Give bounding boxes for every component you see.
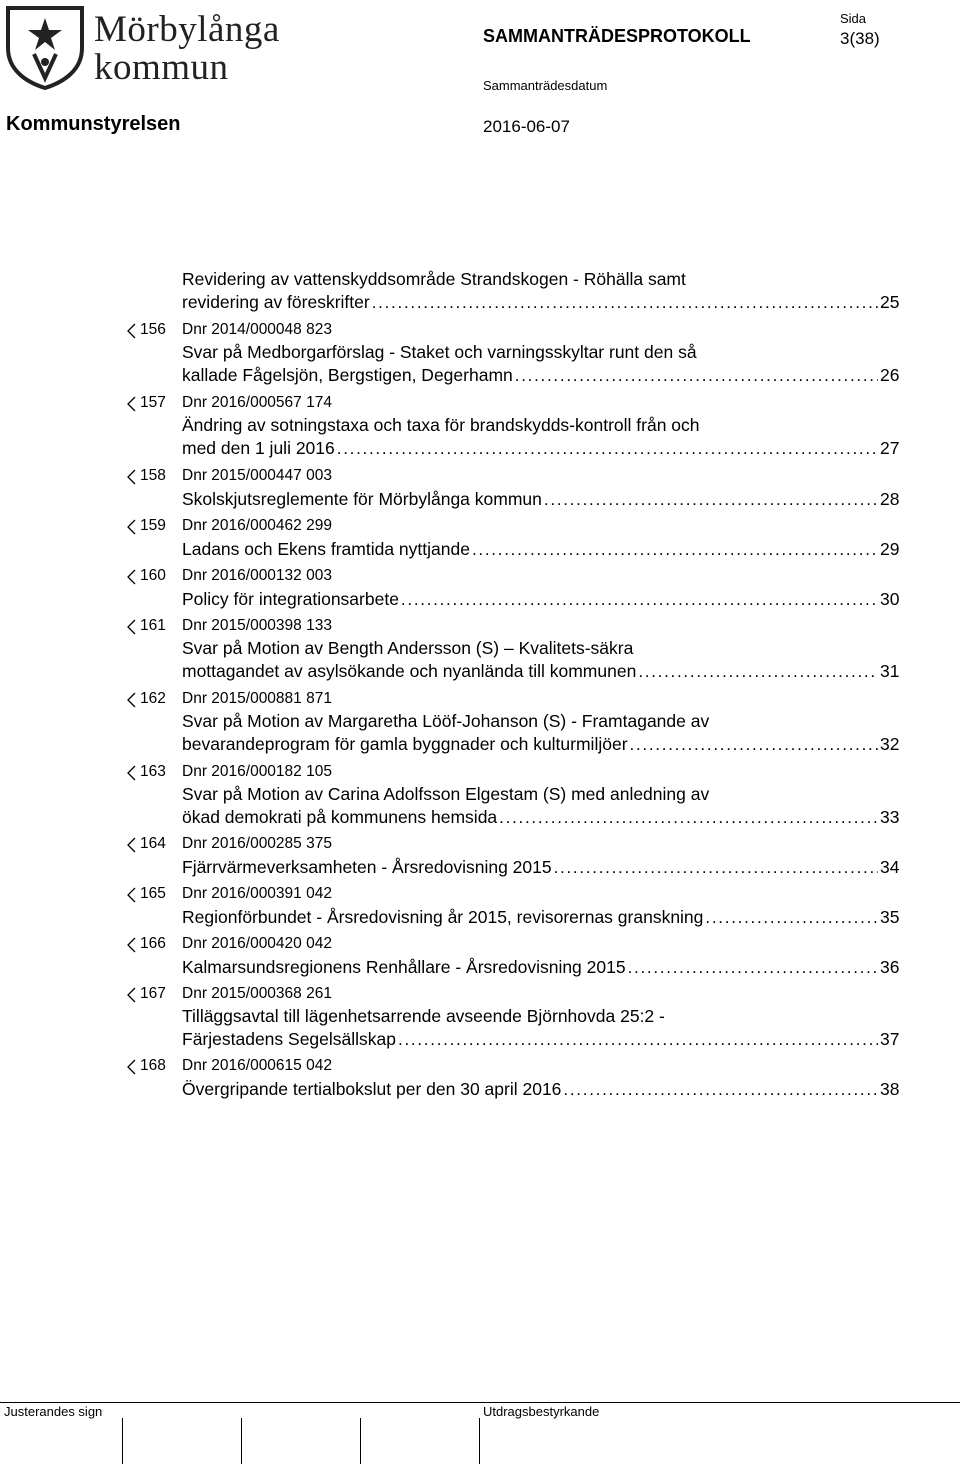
toc-item-entry[interactable]	[182, 733, 878, 756]
dot-leader	[372, 291, 878, 314]
toc-item-entry[interactable]	[182, 856, 878, 879]
logo-wordmark-line2: kommun	[94, 47, 229, 88]
toc-item-dnr: Dnr 2016/000567 174	[182, 394, 332, 411]
document-type: SAMMANTRÄDESPROTOKOLL	[483, 26, 751, 46]
toc-item-entry[interactable]	[182, 437, 878, 460]
toc-item-title-line1: Svar på Motion av Bength Andersson (S) – Kvalitets-säkra	[182, 638, 634, 658]
dot-leader	[705, 906, 878, 929]
toc-item-entry[interactable]	[182, 906, 878, 929]
toc-item-dnr: Dnr 2016/000182 105	[182, 763, 332, 780]
toc-item-title: Ladans och Ekens framtida nyttjande	[182, 539, 470, 559]
toc-item-entry[interactable]	[182, 1078, 878, 1101]
meeting-date: 2016-06-07	[483, 117, 570, 136]
meeting-date-label: Sammanträdesdatum	[483, 78, 608, 93]
signature-box-divider	[360, 1418, 361, 1464]
toc-item-dnr: Dnr 2015/000368 261	[182, 985, 332, 1002]
dot-leader	[544, 488, 878, 511]
toc-item-dnr: Dnr 2016/000391 042	[182, 885, 332, 902]
toc-item-entry[interactable]	[182, 488, 878, 511]
revision-mark-icon	[126, 569, 136, 585]
toc-page-number: 26	[880, 365, 900, 385]
toc-item-number: 164	[140, 835, 166, 852]
footer-divider	[0, 1402, 960, 1403]
toc-page-number: 38	[880, 1079, 900, 1099]
toc-item-number: 157	[140, 394, 166, 411]
toc-item-dnr: Dnr 2016/000420 042	[182, 935, 332, 952]
toc-item-number: 165	[140, 885, 166, 902]
toc-page-number: 32	[880, 734, 900, 754]
dot-leader	[337, 437, 878, 460]
toc-item-title-line1: Ändring av sotningstaxa och taxa för brandskydds-kontroll från och	[182, 415, 700, 435]
toc-item-number: 168	[140, 1057, 166, 1074]
dot-leader	[398, 1028, 878, 1051]
toc-item-entry[interactable]	[182, 364, 878, 387]
toc-item-title: Fjärrvärmeverksamheten - Årsredovisning 2015	[182, 857, 552, 877]
organization-name: Kommunstyrelsen	[6, 113, 181, 135]
toc-item-title: Kalmarsundsregionens Renhållare - Årsredovisning 2015	[182, 957, 626, 977]
revision-mark-icon	[126, 937, 136, 953]
toc-item-number: 156	[140, 321, 166, 338]
toc-item-number: 166	[140, 935, 166, 952]
toc-item-dnr: Dnr 2016/000462 299	[182, 517, 332, 534]
toc-page-number: 28	[880, 489, 900, 509]
toc-item-title: bevarandeprogram för gamla byggnader och kulturmiljöer	[182, 734, 628, 754]
dot-leader	[554, 856, 878, 879]
toc-line: Revidering av vattenskyddsområde Strandskogen - Röhälla samt	[182, 269, 686, 289]
toc-item-number: 163	[140, 763, 166, 780]
signature-label: Justerandes sign	[4, 1404, 103, 1419]
dot-leader	[472, 538, 878, 561]
revision-mark-icon	[126, 765, 136, 781]
revision-mark-icon	[126, 396, 136, 412]
revision-mark-icon	[126, 987, 136, 1003]
toc-item-title-line1: Svar på Motion av Carina Adolfsson Elgestam (S) med anledning av	[182, 784, 710, 804]
toc-item-entry[interactable]	[182, 588, 878, 611]
toc-page-number: 25	[880, 292, 900, 312]
toc-item-number: 160	[140, 567, 166, 584]
municipality-logo	[4, 4, 280, 90]
revision-mark-icon	[126, 692, 136, 708]
toc-item-dnr: Dnr 2015/000447 003	[182, 467, 332, 484]
dot-leader	[515, 364, 878, 387]
toc-item-dnr: Dnr 2015/000881 871	[182, 690, 332, 707]
toc-page-number: 33	[880, 807, 900, 827]
toc-item-title: mottagandet av asylsökande och nyanlända till kommunen	[182, 661, 637, 681]
signature-box-divider	[241, 1418, 242, 1464]
dot-leader	[638, 660, 878, 683]
toc-page-number: 36	[880, 957, 900, 977]
toc-leader-line[interactable]	[182, 291, 878, 314]
toc-item-entry[interactable]	[182, 956, 878, 979]
toc-item-title: Policy för integrationsarbete	[182, 589, 399, 609]
toc-item-title: med den 1 juli 2016	[182, 438, 335, 458]
toc-item-number: 158	[140, 467, 166, 484]
revision-mark-icon	[126, 619, 136, 635]
toc-item-number: 159	[140, 517, 166, 534]
toc-item-title-line1: Svar på Medborgarförslag - Staket och varningsskyltar runt den så	[182, 342, 697, 362]
toc-item-dnr: Dnr 2016/000285 375	[182, 835, 332, 852]
toc-item-entry[interactable]	[182, 1028, 878, 1051]
toc-page-number: 31	[880, 661, 900, 681]
toc-item-title: Regionförbundet - Årsredovisning år 2015, revisorernas granskning	[182, 907, 704, 927]
toc-item-entry[interactable]	[182, 538, 878, 561]
revision-mark-icon	[126, 519, 136, 535]
dot-leader	[563, 1078, 878, 1101]
toc-item-entry[interactable]	[182, 806, 878, 829]
dot-leader	[401, 588, 878, 611]
toc-item-title-line1: Tilläggsavtal till lägenhetsarrende avseende Björnhovda 25:2 -	[182, 1006, 665, 1026]
toc-item-number: 162	[140, 690, 166, 707]
toc-item-title: Övergripande tertialbokslut per den 30 april 2016	[182, 1079, 562, 1099]
toc-page-number: 29	[880, 539, 900, 559]
revision-mark-icon	[126, 1059, 136, 1075]
toc-item-entry[interactable]	[182, 660, 878, 683]
signature-box-divider	[479, 1418, 480, 1464]
dot-leader	[630, 733, 878, 756]
dot-leader	[628, 956, 878, 979]
toc-item-dnr: Dnr 2016/000615 042	[182, 1057, 332, 1074]
toc-item-title: Skolskjutsreglemente för Mörbylånga kommun	[182, 489, 542, 509]
toc-item-dnr: Dnr 2014/000048 823	[182, 321, 332, 338]
dot-leader	[499, 806, 878, 829]
revision-mark-icon	[126, 887, 136, 903]
toc-item-number: 167	[140, 985, 166, 1002]
coat-of-arms-icon	[4, 4, 86, 90]
toc-page-number: 37	[880, 1029, 900, 1049]
extract-certification-label: Utdragsbestyrkande	[483, 1404, 600, 1419]
toc-item-dnr: Dnr 2016/000132 003	[182, 567, 332, 584]
page-number: 3(38)	[840, 29, 880, 48]
toc-line: revidering av föreskrifter	[182, 292, 370, 312]
page-label: Sida	[840, 11, 867, 26]
revision-mark-icon	[126, 837, 136, 853]
revision-mark-icon	[126, 469, 136, 485]
toc-item-title-line1: Svar på Motion av Margaretha Lööf-Johanson (S) - Framtagande av	[182, 711, 710, 731]
toc-page-number: 30	[880, 589, 900, 609]
toc-item-title: Färjestadens Segelsällskap	[182, 1029, 397, 1049]
toc-item-number: 161	[140, 617, 166, 634]
toc-item-title: ökad demokrati på kommunens hemsida	[182, 807, 498, 827]
toc-page-number: 27	[880, 438, 900, 458]
toc-item-title: kallade Fågelsjön, Bergstigen, Degerhamn	[182, 365, 513, 385]
toc-page-number: 34	[880, 857, 900, 877]
logo-wordmark-line1: Mörbylånga	[94, 9, 280, 50]
toc-page-number: 35	[880, 907, 900, 927]
toc-item-dnr: Dnr 2015/000398 133	[182, 617, 332, 634]
revision-mark-icon	[126, 323, 136, 339]
signature-box-divider	[122, 1418, 123, 1464]
